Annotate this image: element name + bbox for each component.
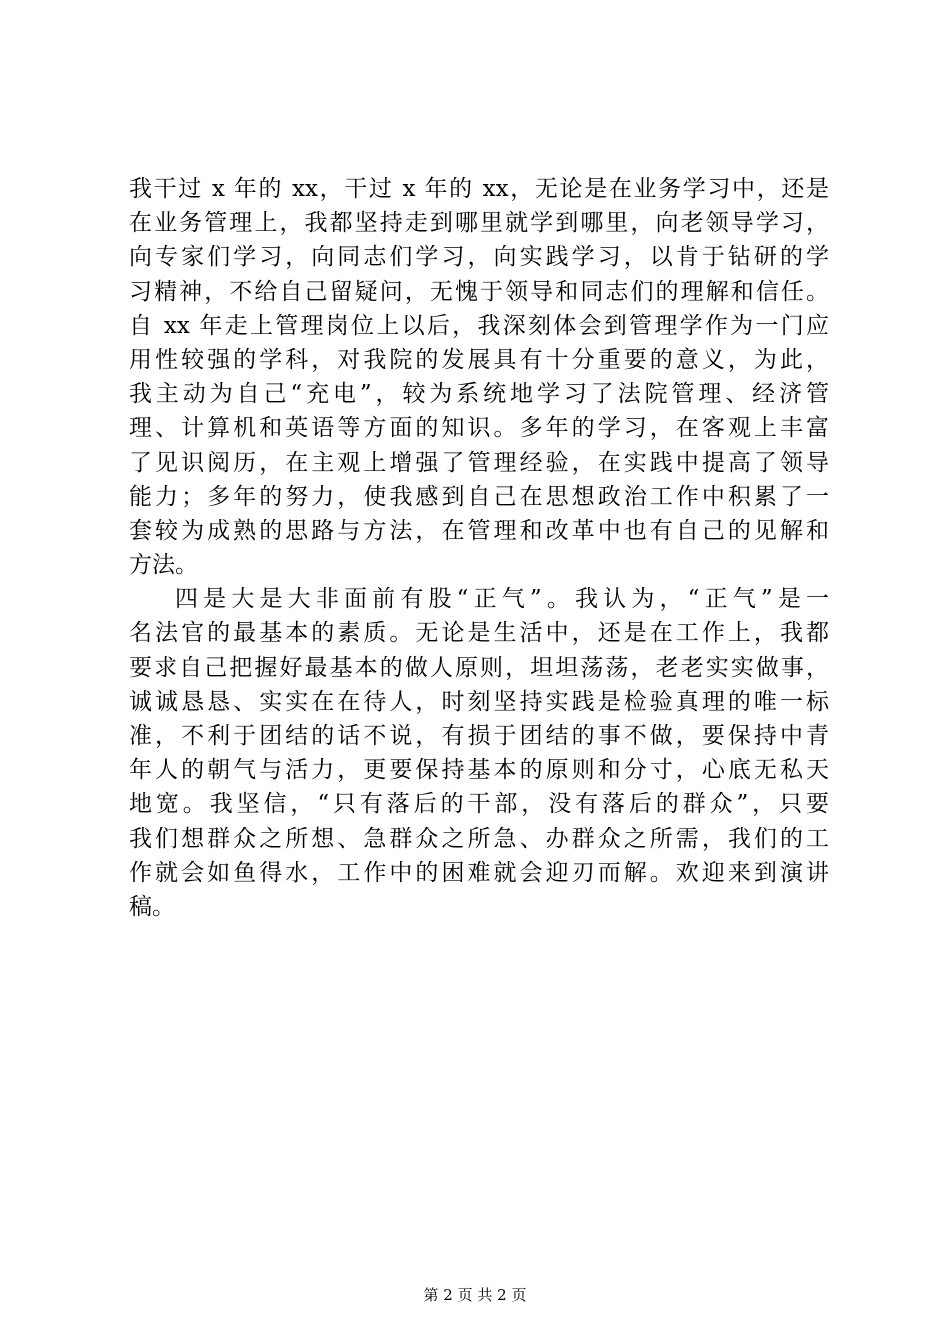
text-line: 四是大是大非面前有股“正气”。我认为，“正气”是一 <box>175 586 829 613</box>
text-line: 诚诚恳恳、实实在在待人，时刻坚持实践是检验真理的唯一标 <box>129 688 829 715</box>
text-line: 理、计算机和英语等方面的知识。多年的学习，在客观上丰富 <box>129 415 829 442</box>
paragraph-2 <box>129 582 829 924</box>
text-line: 地宽。我坚信，“只有落后的干部，没有落后的群众”，只要 <box>129 791 829 818</box>
text-line: 我们想群众之所想、急群众之所急、办群众之所需，我们的工 <box>129 825 829 852</box>
text-line: 能力；多年的努力，使我感到自己在思想政治工作中积累了一 <box>129 483 829 510</box>
page-number-footer: 第 2 页 共 2 页 <box>423 1286 527 1304</box>
text-line: 要求自己把握好最基本的做人原则，坦坦荡荡，老老实实做事， <box>129 654 829 681</box>
paragraph-1 <box>129 172 829 582</box>
text-line: 作就会如鱼得水，工作中的困难就会迎刃而解。欢迎来到演讲 <box>129 859 829 886</box>
text-line: 向专家们学习，向同志们学习，向实践学习，以肯于钻研的学 <box>129 244 829 271</box>
text-line: 习精神，不给自己留疑问，无愧于领导和同志们的理解和信任。 <box>129 278 829 305</box>
text-line: 我主动为自己“充电”，较为系统地学习了法院管理、经济管 <box>129 381 829 408</box>
text-line: 套较为成熟的思路与方法，在管理和改革中也有自己的见解和 <box>129 517 829 544</box>
text-line: 我干过 x 年的 xx，干过 x 年的 xx，无论是在业务学习中，还是 <box>129 176 829 202</box>
body-text <box>129 172 829 924</box>
text-line: 准，不利于团结的话不说，有损于团结的事不做，要保持中青 <box>129 723 829 749</box>
text-line: 自 xx 年走上管理岗位上以后，我深刻体会到管理学作为一门应 <box>129 312 829 339</box>
text-line: 用性较强的学科，对我院的发展具有十分重要的意义，为此， <box>129 346 829 373</box>
text-line: 稿。 <box>129 893 175 920</box>
text-line: 在业务管理上，我都坚持走到哪里就学到哪里，向老领导学习， <box>129 210 829 237</box>
text-line: 年人的朝气与活力，更要保持基本的原则和分寸，心底无私天 <box>129 757 829 784</box>
text-line: 了见识阅历，在主观上增强了管理经验，在实践中提高了领导 <box>129 449 829 476</box>
text-line: 方法。 <box>129 552 198 579</box>
text-line: 名法官的最基本的素质。无论是生活中，还是在工作上，我都 <box>129 620 829 647</box>
